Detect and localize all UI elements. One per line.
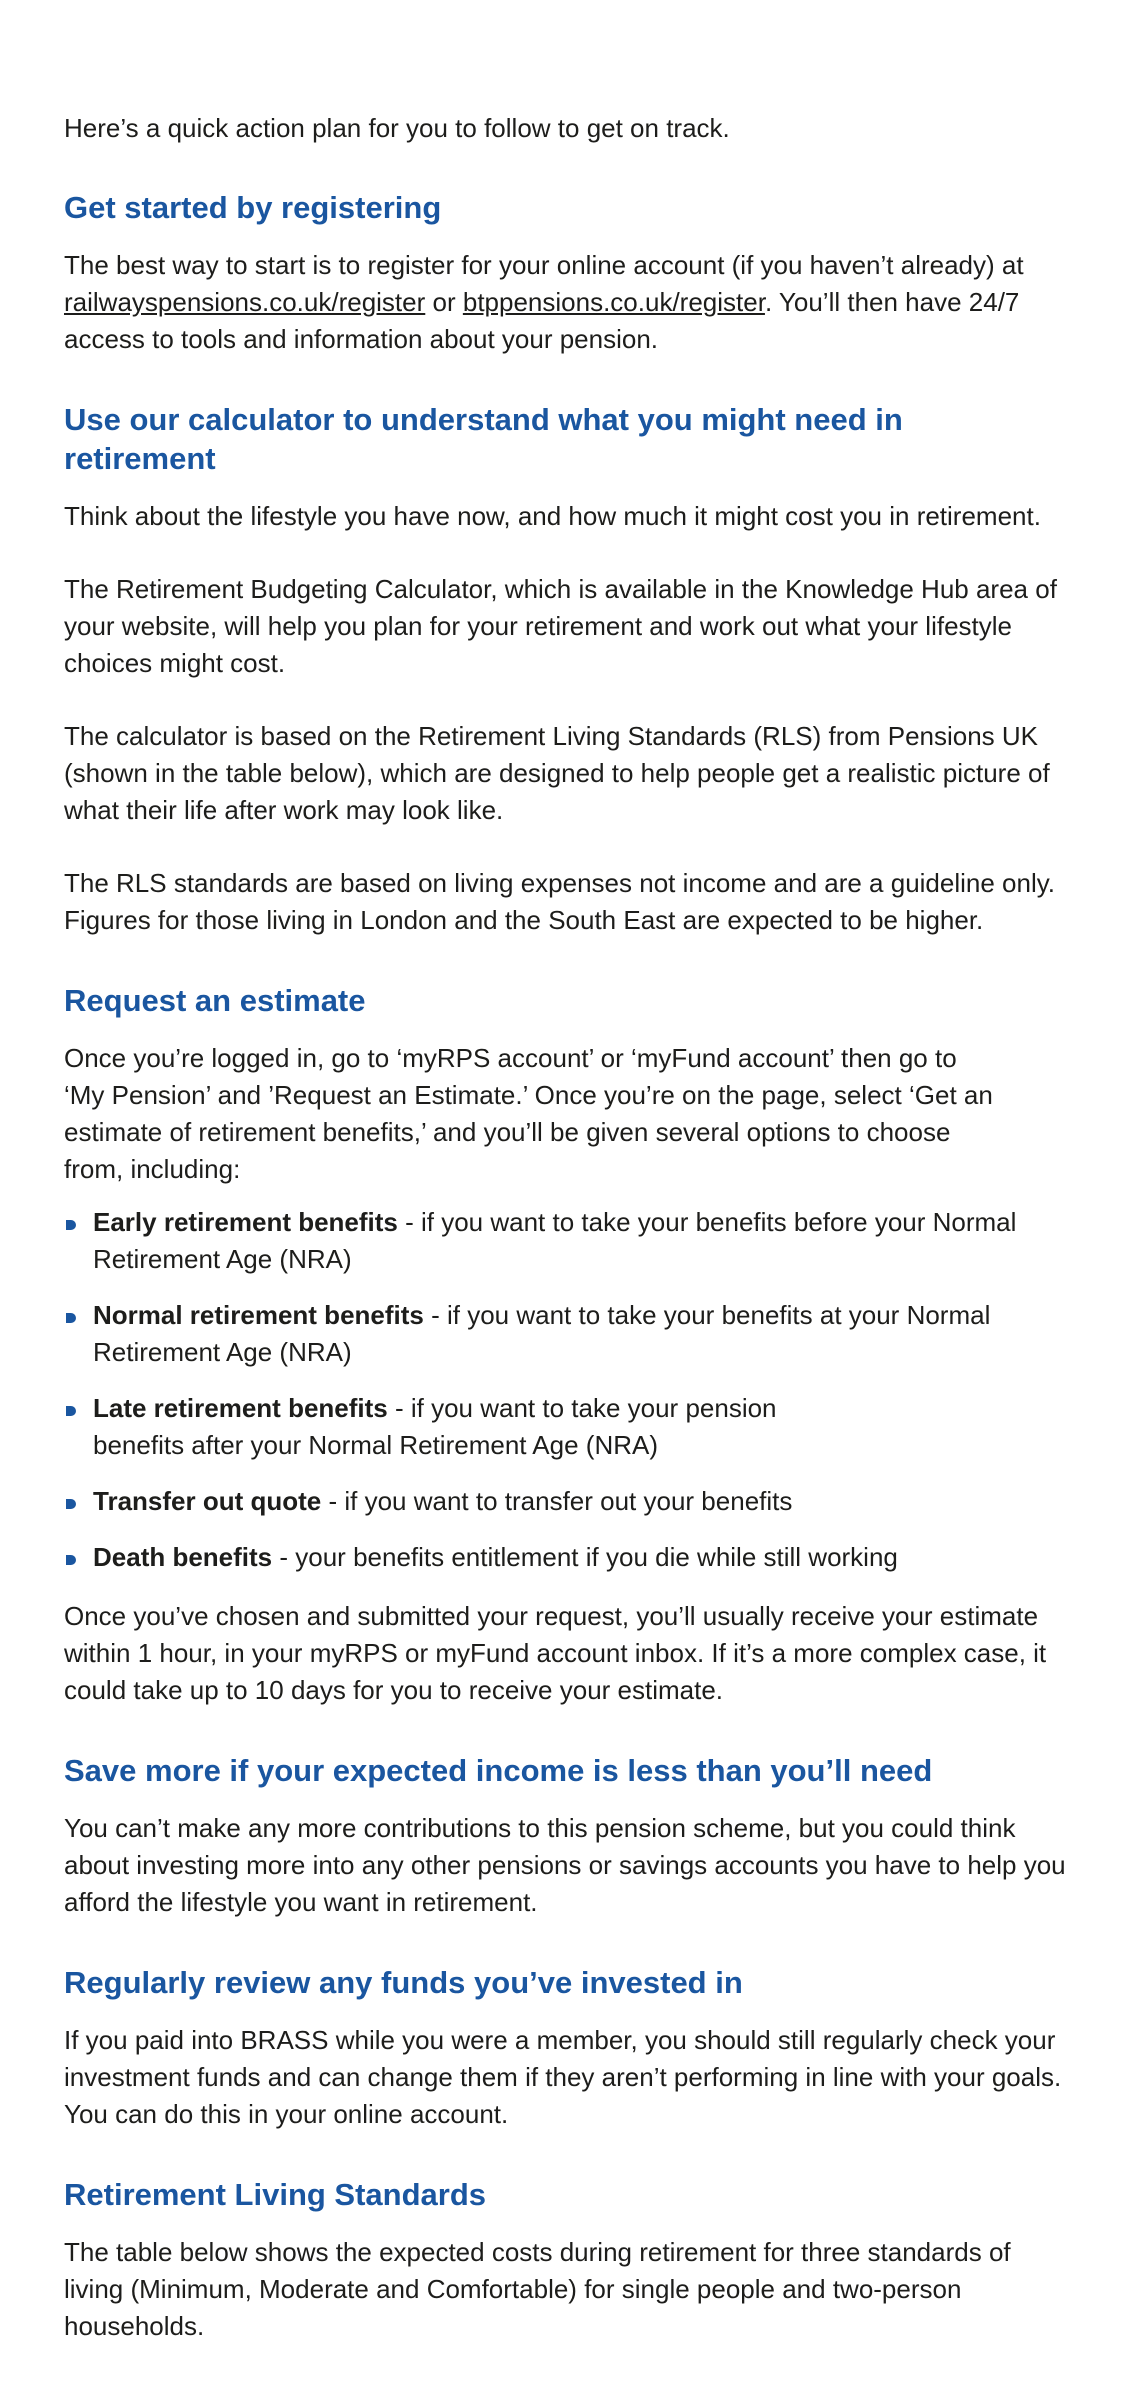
register-paragraph <box>64 247 1084 358</box>
heading-estimate: Request an estimate <box>64 983 366 1018</box>
rls-paragraph: The table below shows the expected costs during retirement for three standards of living (Minimum, Moderate and Comfortable) for single people and two-person households. <box>64 2237 1011 2341</box>
bullet-icon <box>66 1555 76 1565</box>
document-page <box>64 110 1084 2345</box>
heading-calculator: Use our calculator to understand what you might need in retirement <box>64 402 903 476</box>
heading-register: Get started by registering <box>64 190 442 225</box>
list-item-text: - if you want to take your benefits before your Normal Retirement Age (NRA) <box>93 1207 1017 1274</box>
register-text-before: The best way to start is to register for your online account (if you haven’t already) at <box>64 250 1024 280</box>
list-item-title: Transfer out quote <box>93 1486 322 1516</box>
list-item-text: - your benefits entitlement if you die while still working <box>272 1542 898 1572</box>
list-item <box>64 1204 1084 1278</box>
save-more-paragraph: You can’t make any more contributions to this pension scheme, but you could think about investing more into any other pensions or savings accounts you have to help you afford the lifestyle you want in retirement. <box>64 1813 1066 1917</box>
heading-save-more: Save more if your expected income is less than you’ll need <box>64 1753 933 1788</box>
railwayspensions-register-link[interactable]: railwayspensions.co.uk/register <box>64 287 426 317</box>
calculator-paragraph-3: The calculator is based on the Retirement Living Standards (RLS) from Pensions UK (shown in the table below), which are designed to help people get a realistic picture of what their life after work may look like. <box>64 721 1050 825</box>
heading-review-funds: Regularly review any funds you’ve invested in <box>64 1965 743 2000</box>
register-text-after: . You’ll then have 24/7 access to tools and information about your pension. <box>64 287 1020 354</box>
list-item-text: - if you want to transfer out your benefits <box>321 1486 793 1516</box>
list-item-title: Death benefits <box>93 1542 273 1572</box>
estimate-paragraph-2: Once you’ve chosen and submitted your request, you’ll usually receive your estimate within 1 hour, in your myRPS or myFund account inbox. If it’s a more complex case, it could take up to 10 days for you to receive your estimate. <box>64 1601 1047 1705</box>
bullet-icon <box>66 1406 76 1416</box>
bullet-icon <box>66 1313 76 1323</box>
calculator-paragraph-4: The RLS standards are based on living expenses not income and are a guideline only. Figures for those living in London and the South East are expected to be higher. <box>64 868 1056 935</box>
review-funds-paragraph: If you paid into BRASS while you were a member, you should still regularly check your investment funds and can change them if they aren’t performing in line with your goals. You can do this in your online account. <box>64 2025 1062 2129</box>
calculator-paragraph-1: Think about the lifestyle you have now, and how much it might cost you in retirement. <box>64 501 1041 531</box>
list-item-title: Early retirement benefits <box>93 1207 398 1237</box>
list-item <box>64 1483 1084 1520</box>
list-item-text: - if you want to take your benefits at your Normal Retirement Age (NRA) <box>93 1300 991 1367</box>
bullet-icon <box>66 1220 76 1230</box>
list-item <box>64 1297 1084 1371</box>
list-item-text: - if you want to take your pension benefits after your Normal Retirement Age (NRA) <box>93 1393 777 1460</box>
calculator-paragraph-2: The Retirement Budgeting Calculator, which is available in the Knowledge Hub area of your website, will help you plan for your retirement and work out what your lifestyle choices might cost. <box>64 574 1057 678</box>
bullet-icon <box>66 1499 76 1509</box>
list-item <box>64 1539 1084 1576</box>
estimate-paragraph-1: Once you’re logged in, go to ‘myRPS account’ or ‘myFund account’ then go to ‘My Pension’ and ’Request an Estimate.’ Once you’re on the page, select ‘Get an estimate of retirement benefits,’ and you’ll be given several options to choose from, including: <box>64 1043 993 1184</box>
estimate-options-list <box>64 1204 1084 1576</box>
register-text-mid: or <box>425 287 463 317</box>
list-item <box>64 1390 793 1464</box>
heading-retirement-living-standards: Retirement Living Standards <box>64 2177 487 2212</box>
btppensions-register-link[interactable]: btppensions.co.uk/register <box>462 287 765 317</box>
list-item-title: Normal retirement benefits <box>93 1300 424 1330</box>
list-item-title: Late retirement benefits <box>93 1393 388 1423</box>
intro-text: Here’s a quick action plan for you to follow to get on track. <box>64 113 730 143</box>
